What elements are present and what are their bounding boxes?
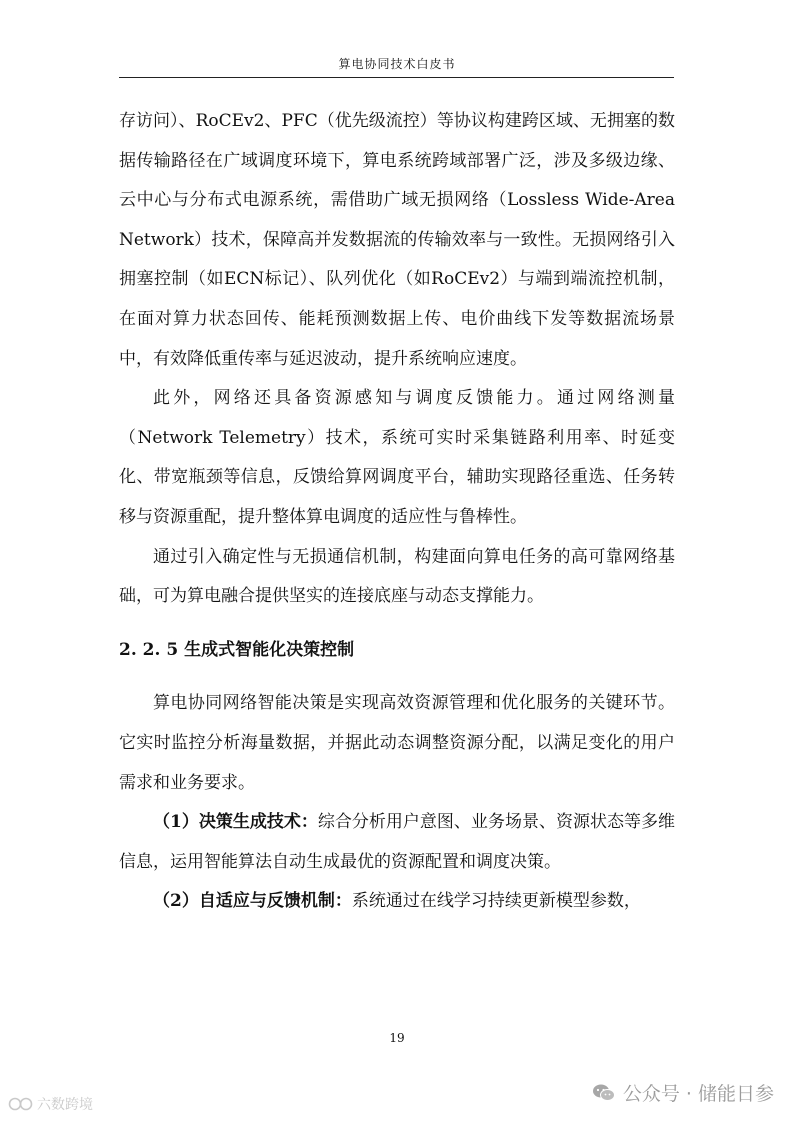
list-item-label: （2）自适应与反馈机制：	[153, 891, 352, 912]
watermark-left-text: 六数跨境	[37, 1097, 93, 1113]
section-heading: 2. 2. 5 生成式智能化决策控制	[119, 639, 355, 660]
list-item-text: 系统通过在线学习持续更新模型参数，	[351, 891, 641, 912]
document-body	[119, 102, 675, 922]
brand-logo-icon	[8, 1096, 34, 1112]
wechat-icon	[592, 1083, 616, 1103]
watermark-right	[592, 1079, 774, 1106]
watermark-left	[8, 1094, 93, 1114]
paragraph-decision-intro: 算电协同网络智能决策是实现高效资源管理和优化服务的关键环节。它实时监控分析海量数据，并据此动态调整资源分配，以满足变化的用户需求和业务要求。	[119, 693, 675, 793]
paragraph-resource-awareness: 此外，网络还具备资源感知与调度反馈能力。通过网络测量（Network Telemetry）技术，系统可实时采集链路利用率、时延变化、带宽瓶颈等信息，反馈给算网调度平台，辅助实现路径重选、任务转移与资源重配，提升整体算电调度的适应性与鲁棒性。	[119, 388, 675, 527]
running-header-title: 算电协同技术白皮书	[338, 57, 456, 71]
page-number: 19	[389, 1031, 405, 1045]
list-item-text: 综合分析用户意图、业务场景、资源状态等多维信息，运用智能算法自动生成最优的资源配置和调度决策。	[119, 812, 675, 872]
watermark-right-text: 公众号 · 储能日参	[622, 1083, 774, 1105]
header-divider	[119, 77, 674, 78]
list-item-decision-generation	[119, 803, 675, 882]
paragraph-lossless-network: 存访问）、RoCEv2、PFC（优先级流控）等协议构建跨区域、无拥塞的数据传输路径在广域调度环境下，算电系统跨域部署广泛，涉及多级边缘、云中心与分布式电源系统，需借助广域无损网络（Lossless Wide-Area Network）技术，保障高并发数据流的传输效率与一致性。无损网络引入拥塞控制（如ECN标记）、队列优化（如RoCEv2）与端到端流控机制，在面对算力状态回传、能耗预测数据上传、电价曲线下发等数据流场景中，有效降低重传率与延迟波动，提升系统响应速度。	[119, 111, 675, 369]
list-item-label: （1）决策生成技术：	[153, 812, 318, 833]
paragraph-conclusion: 通过引入确定性与无损通信机制，构建面向算电任务的高可靠网络基础，可为算电融合提供坚实的连接底座与动态支撑能力。	[119, 546, 675, 607]
list-item-adaptive-feedback	[119, 882, 675, 922]
